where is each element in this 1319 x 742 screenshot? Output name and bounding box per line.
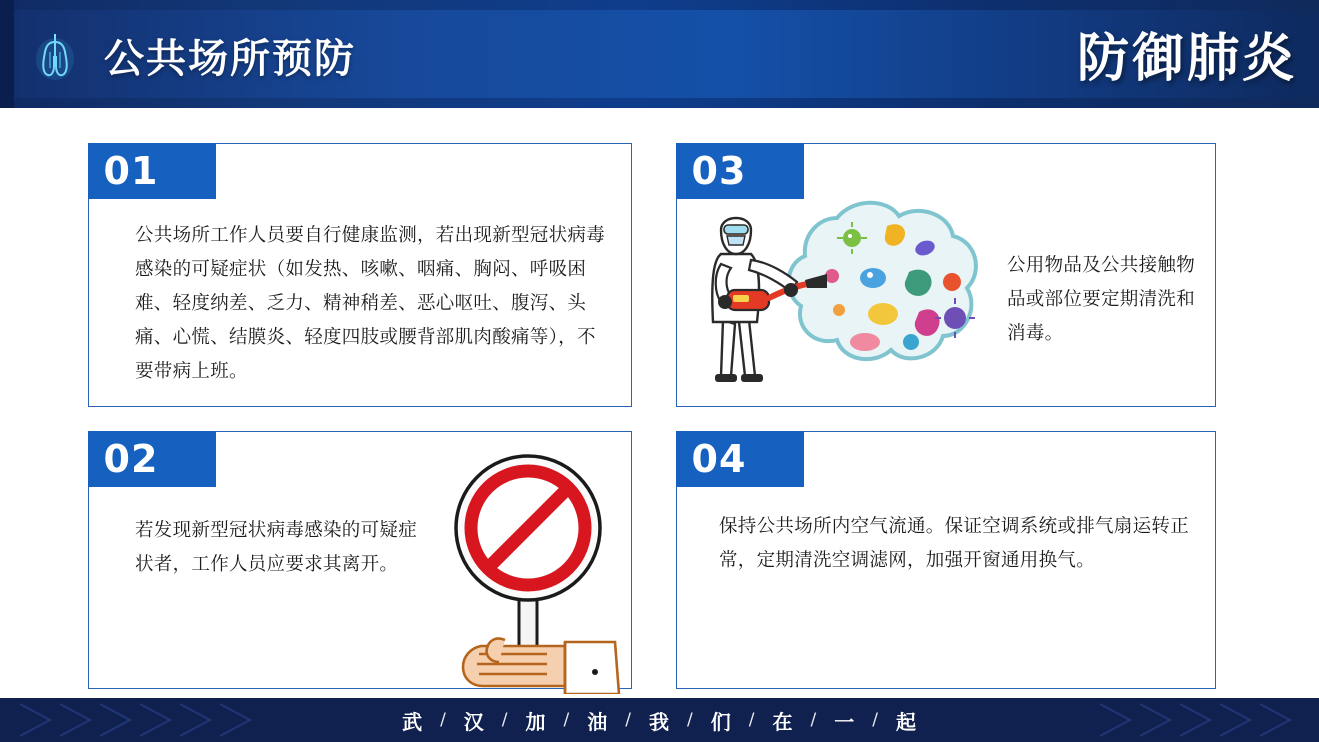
page-header bbox=[0, 0, 1319, 108]
footer-word: 在 bbox=[772, 709, 794, 734]
card-01 bbox=[88, 143, 632, 407]
footer-separator: / bbox=[687, 710, 694, 730]
footer-word: 武 bbox=[402, 709, 424, 734]
card-03 bbox=[676, 143, 1216, 407]
footer-separator: / bbox=[872, 710, 879, 730]
forbidden-sign-hand-illustration bbox=[419, 450, 649, 694]
footer-separator: / bbox=[440, 710, 447, 730]
footer-separator: / bbox=[625, 710, 632, 730]
page-footer bbox=[0, 698, 1319, 742]
lungs-icon bbox=[22, 22, 88, 88]
card-02-text: 若发现新型冠状病毒感染的可疑症状者，工作人员应要求其离开。 bbox=[135, 520, 418, 575]
footer-separator: / bbox=[810, 710, 818, 730]
card-03-text: 公用物品及公共接触物品或部位要定期清洗和消毒。 bbox=[1007, 255, 1196, 344]
footer-word: 我 bbox=[649, 709, 670, 734]
card-03-number: 03 bbox=[676, 143, 804, 199]
card-04 bbox=[676, 431, 1216, 689]
brand-title: 防御肺炎 bbox=[1076, 28, 1297, 89]
footer-separator: / bbox=[748, 710, 756, 730]
card-02-number: 02 bbox=[88, 431, 216, 487]
footer-slogan bbox=[0, 698, 1319, 742]
footer-separator: / bbox=[563, 710, 571, 730]
footer-word: 一 bbox=[834, 709, 856, 734]
card-01-text: 公共场所工作人员要自行健康监测，若出现新型冠状病毒感染的可疑症状（如发热、咳嗽、咽痛、胸闷、呼吸困难、轻度纳差、乏力、精神稍差、恶心呕吐、腹泻、头痛、心慌、结膜炎、轻度四肢或腰背部肌肉酸痛等），不要带病上班。 bbox=[135, 225, 606, 382]
footer-word: 油 bbox=[587, 709, 609, 734]
footer-separator: / bbox=[501, 710, 509, 730]
card-04-number: 04 bbox=[676, 431, 804, 487]
card-02 bbox=[88, 431, 632, 689]
disinfection-worker-germs-illustration bbox=[687, 190, 1007, 395]
footer-word: 们 bbox=[710, 709, 732, 734]
card-04-text: 保持公共场所内空气流通。保证空调系统或排气扇运转正常，定期清洗空调滤网，加强开窗通用换气。 bbox=[719, 516, 1190, 571]
footer-word: 起 bbox=[895, 709, 917, 734]
header-left-bar bbox=[0, 0, 14, 108]
footer-word: 加 bbox=[525, 709, 547, 734]
footer-word: 汉 bbox=[463, 709, 485, 734]
card-01-number: 01 bbox=[88, 143, 216, 199]
page-title: 公共场所预防 bbox=[104, 36, 356, 82]
